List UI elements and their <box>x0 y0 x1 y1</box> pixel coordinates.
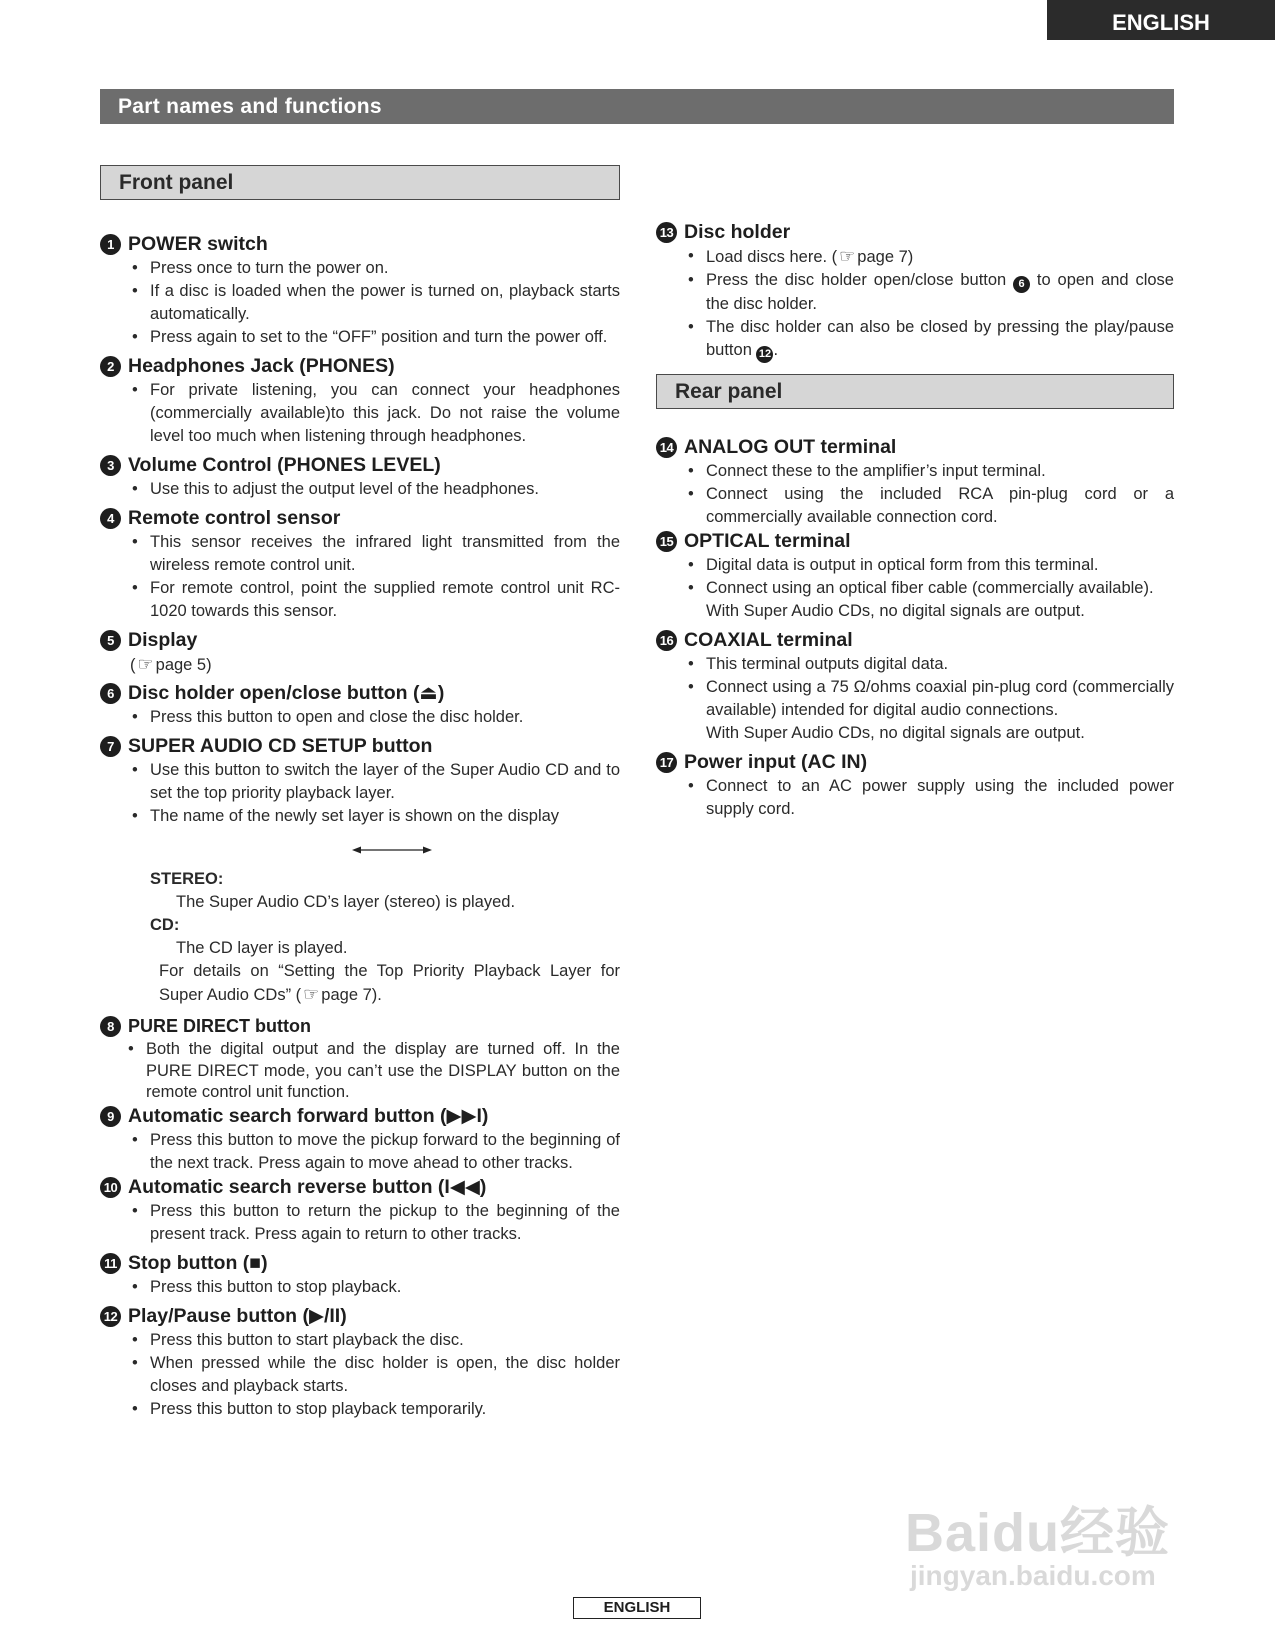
number-badge: 4 <box>100 508 121 529</box>
cd-desc: The CD layer is played. <box>176 939 348 957</box>
watermark-url: jingyan.baidu.com <box>910 1560 1156 1591</box>
item-title: ANALOG OUT terminal <box>684 436 897 458</box>
item-title: Disc holder <box>684 221 791 243</box>
pointing-hand-icon: ☞ <box>839 246 856 266</box>
item-optical <box>656 529 1174 623</box>
number-badge: 16 <box>656 630 677 651</box>
pointing-hand-icon: ☞ <box>303 984 320 1004</box>
item-play-pause <box>100 1304 620 1421</box>
item-title: Stop button (■) <box>128 1251 268 1274</box>
bullet: • The disc holder can also be closed by pressing the play/pause button 12 . <box>686 316 1174 363</box>
bullet: • Press this button to open and close the disc holder. <box>130 706 620 729</box>
item-title: POWER switch <box>128 233 268 255</box>
bullet: • The name of the newly set layer is shown on the display <box>130 805 620 828</box>
number-badge: 10 <box>100 1177 121 1198</box>
item-disc-holder <box>656 220 1174 363</box>
number-badge: 7 <box>100 736 121 757</box>
item-title: Volume Control (PHONES LEVEL) <box>128 454 441 476</box>
item-title: Automatic search reverse button (I◀◀) <box>128 1175 487 1198</box>
item-title: OPTICAL terminal <box>684 530 851 552</box>
note: With Super Audio CDs, no digital signals are output. <box>706 724 1085 742</box>
number-badge: 17 <box>656 752 677 773</box>
item-volume-control <box>100 453 620 501</box>
number-badge-inline: 6 <box>1013 276 1030 293</box>
item-display <box>100 628 620 677</box>
item-power-switch <box>100 232 620 349</box>
bullet: • Press this button to move the pickup forward to the beginning of the next track. Press again to move ahead to other tracks. <box>130 1129 620 1175</box>
bullet: • Connect using the included RCA pin-plug cord or a commercially available connection cord. <box>686 483 1174 529</box>
page-ref: page 5) <box>155 656 212 674</box>
layer-toggle-arrow <box>100 828 620 868</box>
item-stop-button <box>100 1251 620 1299</box>
cd-label: CD: <box>150 916 180 934</box>
number-badge: 6 <box>100 683 121 704</box>
number-badge: 14 <box>656 437 677 458</box>
item-title: Headphones Jack (PHONES) <box>128 355 395 377</box>
right-column <box>656 220 1174 821</box>
number-badge: 8 <box>100 1016 121 1037</box>
item-search-reverse <box>100 1175 620 1246</box>
front-panel-column <box>100 165 620 1421</box>
bullet: • This sensor receives the infrared light transmitted from the wireless remote control unit. <box>130 531 620 577</box>
bullet: • Press this button to stop playback. <box>130 1276 620 1299</box>
item-analog-out <box>656 435 1174 529</box>
bullet: • Press this button to stop playback temporarily. <box>130 1398 620 1421</box>
item-title: SUPER AUDIO CD SETUP button <box>128 735 433 757</box>
item-title: Display <box>128 629 198 651</box>
item-search-forward <box>100 1104 620 1175</box>
bullet: • Digital data is output in optical form from this terminal. <box>686 554 1174 577</box>
bullet: • Connect these to the amplifier’s input terminal. <box>686 460 1174 483</box>
number-badge: 11 <box>100 1253 121 1274</box>
note: With Super Audio CDs, no digital signals are output. <box>706 602 1085 620</box>
item-title: Automatic search forward button (▶▶I) <box>128 1104 489 1127</box>
number-badge: 3 <box>100 455 121 476</box>
bullet: • Both the digital output and the display are turned off. In the PURE DIRECT mode, you can’t use the DISPLAY button on the remote control unit function. <box>126 1039 620 1104</box>
item-title: Disc holder open/close button (⏏) <box>128 682 445 704</box>
stereo-desc: The Super Audio CD’s layer (stereo) is played. <box>176 893 516 911</box>
bullet: • For remote control, point the supplied remote control unit RC-1020 towards this sensor. <box>130 577 620 623</box>
number-badge: 15 <box>656 531 677 552</box>
item-title: Remote control sensor <box>128 507 341 529</box>
item-title: COAXIAL terminal <box>684 629 853 651</box>
footer-language-label: ENGLISH <box>573 1597 701 1619</box>
item-title: Power input (AC IN) <box>684 751 868 773</box>
number-badge: 12 <box>100 1306 121 1327</box>
bullet: • Connect using a 75 Ω/ohms coaxial pin-plug cord (commercially available) intended for digital audio connections. <box>686 676 1174 722</box>
item-disc-holder-button <box>100 681 620 729</box>
language-tab: ENGLISH <box>1047 0 1275 40</box>
bullet: • Load discs here. ( ☞ page 7) <box>686 245 1174 269</box>
bullet: • Press this button to return the pickup to the beginning of the present track. Press again to return to other tracks. <box>130 1200 620 1246</box>
bullet: • If a disc is loaded when the power is turned on, playback starts automatically. <box>130 280 620 326</box>
watermark-logo: Baidu经验 <box>905 1503 1171 1563</box>
bullet: • Press this button to start playback the disc. <box>130 1329 620 1352</box>
item-title: PURE DIRECT button <box>128 1016 311 1036</box>
front-panel-heading: Front panel <box>100 165 620 200</box>
bullet: • Use this to adjust the output level of the headphones. <box>130 478 620 501</box>
item-coaxial <box>656 628 1174 745</box>
bullet: • Press again to set to the “OFF” position and turn the power off. <box>130 326 620 349</box>
item-sacd-setup-button <box>100 734 620 1007</box>
number-badge: 5 <box>100 630 121 651</box>
bullet: • Press the disc holder open/close button 6 to open and close the disc holder. <box>686 269 1174 316</box>
bullet: • Use this button to switch the layer of the Super Audio CD and to set the top priority playback layer. <box>130 759 620 805</box>
detail-note: For details on “Setting the Top Priority Playback Layer for Super Audio CDs” ( ☞ page 7). <box>159 962 620 1004</box>
bullet: • For private listening, you can connect your headphones (commercially available)to this jack. Do not raise the volume level too much when listening through headphones. <box>130 379 620 448</box>
bullet: • Connect using an optical fiber cable (commercially available). <box>686 577 1174 600</box>
stereo-label: STEREO: <box>150 870 224 888</box>
item-power-input <box>656 750 1174 821</box>
ref-open: ( <box>130 656 136 674</box>
pointing-hand-icon: ☞ <box>137 654 154 674</box>
item-remote-sensor <box>100 506 620 623</box>
item-headphones-jack <box>100 354 620 448</box>
number-badge: 1 <box>100 234 121 255</box>
number-badge-inline: 12 <box>756 346 773 363</box>
number-badge: 2 <box>100 356 121 377</box>
bullet: • This terminal outputs digital data. <box>686 653 1174 676</box>
watermark <box>905 1460 1205 1600</box>
item-title: Play/Pause button (▶/II) <box>128 1304 347 1327</box>
bullet: • Connect to an AC power supply using the included power supply cord. <box>686 775 1174 821</box>
bullet: • Press once to turn the power on. <box>130 257 620 280</box>
bullet: • When pressed while the disc holder is open, the disc holder closes and playback starts. <box>130 1352 620 1398</box>
double-arrow-icon <box>352 844 432 856</box>
number-badge: 13 <box>656 222 677 243</box>
item-pure-direct <box>100 1014 620 1104</box>
number-badge: 9 <box>100 1106 121 1127</box>
section-title: Part names and functions <box>100 89 1174 124</box>
rear-panel-heading: Rear panel <box>656 374 1174 409</box>
